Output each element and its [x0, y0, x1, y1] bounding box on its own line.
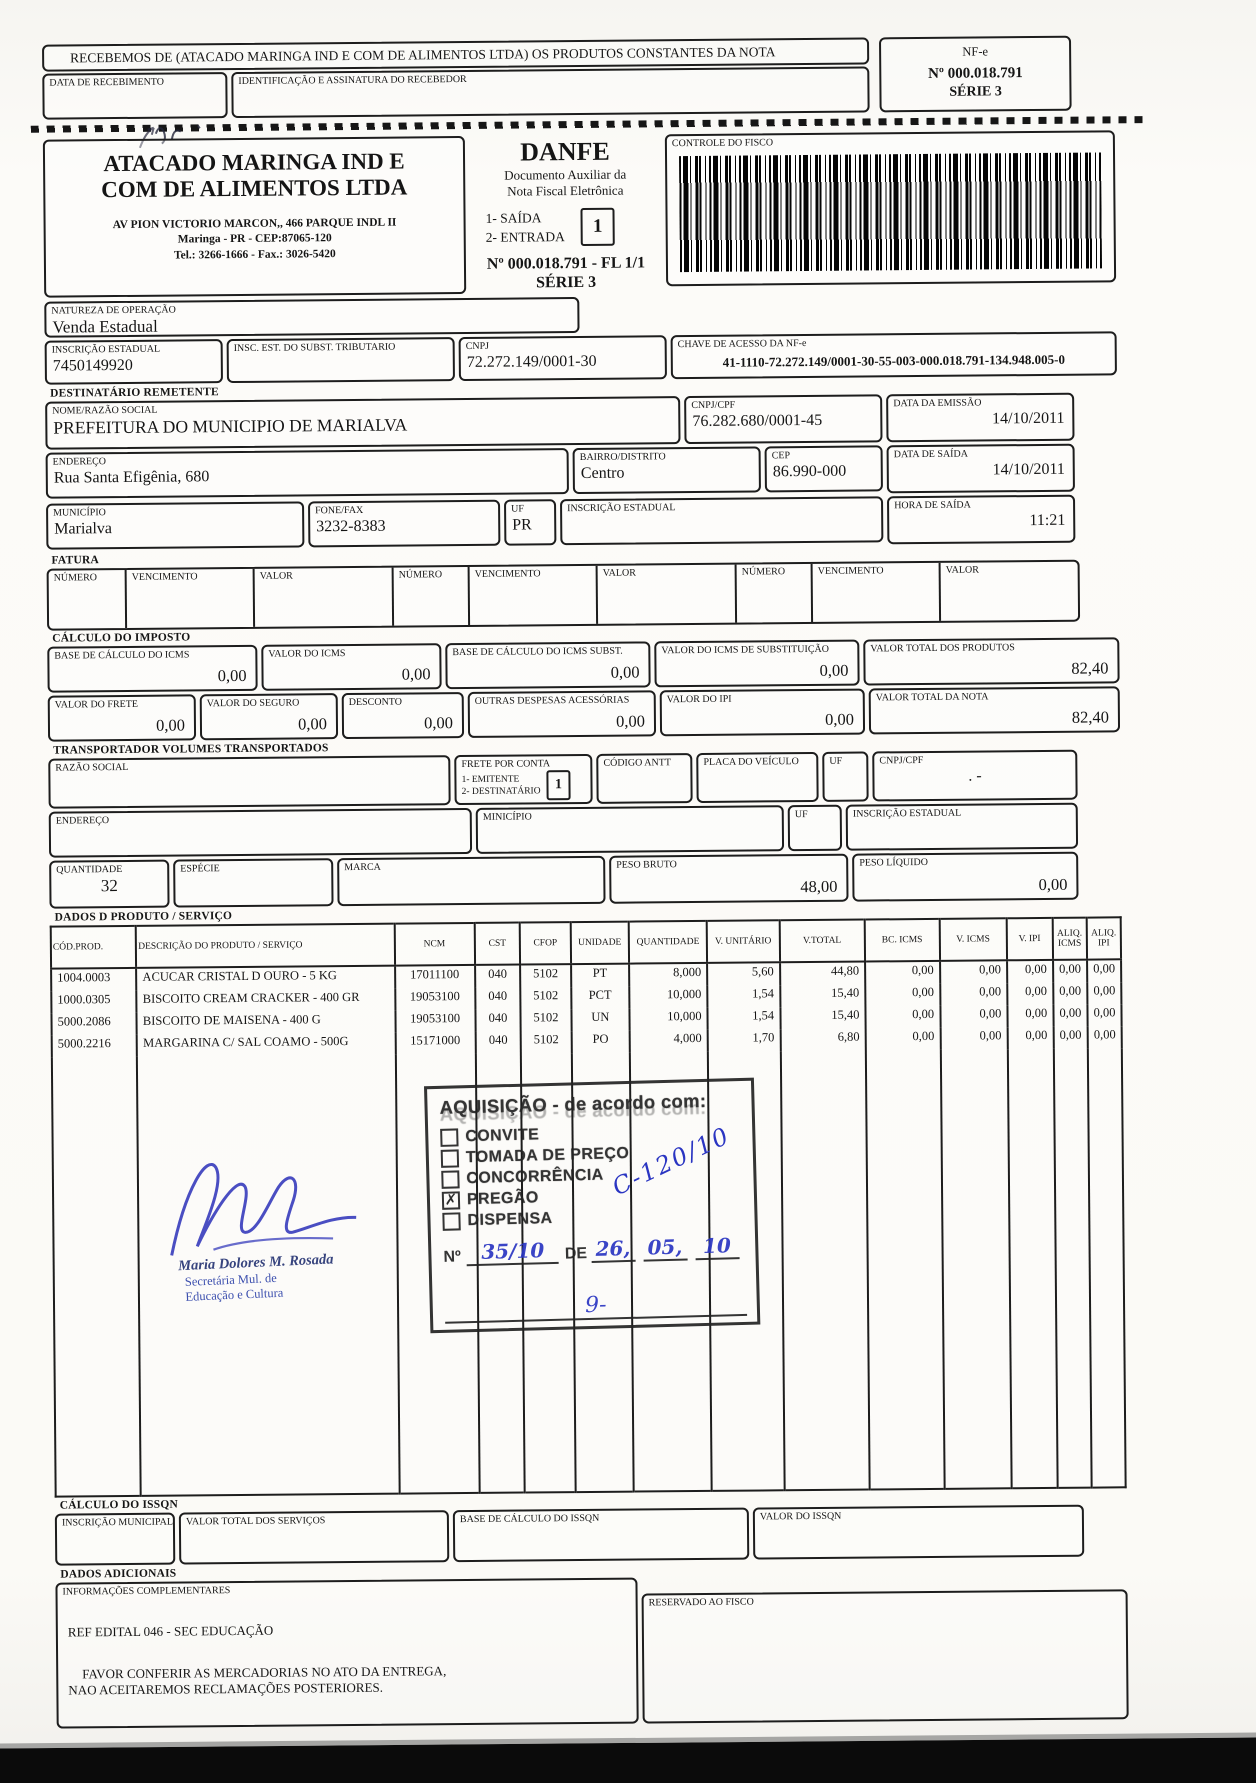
- handwritten-codigo: C-120/10: [607, 1121, 735, 1202]
- field-value: 41-1110-72.272.149/0001-30-55-003-000.018.791-134.948.005-0: [722, 351, 1066, 370]
- nfe-label: NF-e: [962, 44, 989, 59]
- secretary-role-line2: Educação e Cultura: [185, 1285, 284, 1304]
- signature-block: [149, 1137, 416, 1306]
- cell-ncm: 19053100: [395, 1010, 475, 1033]
- emitter-name: [45, 148, 463, 205]
- cell-cst: 040: [475, 1010, 521, 1032]
- cell-desc: BISCOITO CREAM CRACKER - 400 GR: [137, 989, 395, 1013]
- field-label: NATUREZA DE OPERAÇÃO: [51, 304, 176, 317]
- emitter-city: Maringa - PR - CEP:87065-120: [177, 232, 332, 246]
- fatura-numero: [392, 567, 469, 626]
- stamp-de-label: DE: [564, 1245, 588, 1263]
- option-label: DISPENSA: [467, 1209, 553, 1230]
- col-header-vtotal: V.TOTAL: [779, 920, 865, 963]
- stamp-title: AQUISIÇÃO - de acordo com:: [439, 1089, 707, 1118]
- info-ref-edital: REF EDITAL 046 - SEC EDUCAÇÃO: [67, 1622, 274, 1640]
- field-bairro: [573, 446, 761, 494]
- field-label: PLACA DO VEÍCULO: [703, 756, 799, 768]
- cell-bcicms: 0,00: [865, 1006, 940, 1029]
- field-value: 82,40: [1071, 707, 1110, 727]
- cell-vipi: 0,00: [1007, 1005, 1053, 1027]
- col-header-quantidade: QUANTIDADE: [629, 921, 707, 964]
- field-inscricao-municipal: [55, 1513, 175, 1566]
- field-label: VALOR DO SEGURO: [206, 697, 300, 710]
- cell-qtd: 4,000: [630, 1030, 708, 1053]
- cell-qtd: 8,000: [629, 963, 707, 987]
- fatura-vencimento: [125, 569, 254, 628]
- cell-cod: 1000.0305: [57, 992, 111, 1007]
- field-label: MINICÍPIO: [482, 811, 532, 823]
- cell-cst: 040: [475, 965, 521, 988]
- nfe-summary-box: [879, 36, 1072, 113]
- field-marca: [337, 856, 605, 906]
- cell-un: PO: [571, 1031, 630, 1054]
- field-value: 0,00: [401, 664, 431, 684]
- field-value: 76.282.680/0001-45: [692, 411, 823, 431]
- option-label: CONVITE: [465, 1126, 540, 1146]
- col-header-vipi: V. IPI: [1006, 918, 1052, 960]
- field-label: UF: [511, 503, 524, 515]
- col-header-cst: CST: [474, 923, 520, 965]
- field-cnpj-destinatario: [684, 394, 882, 444]
- danfe-box: [471, 134, 660, 294]
- field-valor-issqn: [753, 1505, 1085, 1560]
- section-dados-adicionais: DADOS ADICIONAIS: [60, 1567, 177, 1581]
- field-value: 11:21: [1029, 511, 1066, 530]
- frete-options: [457, 773, 541, 798]
- handwritten-dia: 26,: [591, 1236, 636, 1263]
- emitter-address: [46, 215, 464, 265]
- field-value: 14/10/2011: [992, 460, 1065, 479]
- field-value: Venda Estadual: [52, 316, 158, 337]
- field-label: CNPJ/CPF: [879, 755, 924, 767]
- danfe-title: DANFE: [520, 136, 610, 167]
- cell-vunit: 5,60: [707, 962, 780, 986]
- field-label: CNPJ: [465, 340, 490, 352]
- barcode: [679, 152, 1102, 272]
- field-transp-ie: [846, 803, 1078, 851]
- field-label: VALOR DO ICMS: [268, 648, 346, 660]
- cell-aliq-icms: 0,00: [1053, 1027, 1087, 1049]
- section-destinatario: DESTINATÁRIO REMETENTE: [50, 386, 219, 400]
- field-hora-saida: [887, 495, 1075, 545]
- danfe-tipo-options: [485, 208, 564, 248]
- cell-cod: 5000.2216: [57, 1036, 111, 1051]
- field-label: BASE DE CÁLCULO DO ICMS SUBST.: [452, 645, 623, 659]
- stamp-number-line: [443, 1233, 746, 1267]
- cell-cod: 5000.2086: [57, 1014, 111, 1029]
- info-aviso-linha2: NAO ACEITAREMOS RECLAMAÇÕES POSTERIORES.: [68, 1679, 384, 1698]
- field-value: 0,00: [610, 662, 640, 682]
- secretary-name: Maria Dolores M. Rosada: [177, 1251, 334, 1275]
- field-label: HORA DE SAÍDA: [894, 499, 971, 512]
- field-value: 0,00: [297, 714, 328, 734]
- field-label: VALOR TOTAL DOS SERVIÇOS: [185, 1515, 326, 1528]
- field-placa-veiculo: [696, 752, 818, 803]
- frete-opt-destinatario: 2- DESTINATÁRIO: [461, 786, 541, 798]
- field-especie: [173, 858, 333, 907]
- field-label: VALOR DO IPI: [666, 693, 732, 706]
- handwritten-rubrica: 9-: [584, 1292, 607, 1319]
- field-label: VALOR: [945, 564, 979, 576]
- cell-vicms: 0,00: [940, 960, 1007, 984]
- cell-vipi: 0,00: [1007, 983, 1053, 1005]
- cell-aliq-ipi: 0,00: [1087, 1004, 1121, 1026]
- option-label: CONCORRÊNCIA: [466, 1166, 604, 1188]
- checkbox-tomada-preco: [441, 1149, 459, 1167]
- danfe-saida-option: 1- SAÍDA: [485, 209, 542, 226]
- field-frete-por-conta: [454, 754, 592, 805]
- cell-desc: BISCOITO DE MAISENA - 400 G: [137, 1011, 395, 1035]
- cell-cfop: 5102: [521, 1009, 571, 1031]
- field-outras-despesas: [468, 690, 656, 738]
- field-label: OUTRAS DESPESAS ACESSÓRIAS: [474, 694, 630, 707]
- fatura-valor: [939, 562, 1079, 621]
- cell-cfop: 5102: [521, 987, 571, 1009]
- cell-un: PCT: [571, 987, 630, 1010]
- cell-cst: 040: [475, 1032, 521, 1054]
- field-label: UF: [829, 755, 843, 767]
- fatura-valor: [596, 565, 736, 624]
- cell-vicms: 0,00: [940, 1027, 1007, 1050]
- danfe-subtitle-line1: Documento Auxiliar da: [504, 166, 627, 183]
- field-bc-icms-subst: [445, 641, 650, 689]
- field-valor-seguro: [200, 693, 338, 740]
- field-natureza-operacao: [44, 297, 579, 338]
- handwritten-ano: 10: [695, 1233, 740, 1260]
- col-header-descricao: DESCRIÇÃO DO PRODUTO / SERVIÇO: [136, 924, 395, 968]
- cell-un: PT: [571, 964, 630, 988]
- checkbox-dispensa: [442, 1212, 460, 1230]
- section-issqn: CÁLCULO DO ISSQN: [59, 1498, 179, 1512]
- field-label: INFORMAÇÕES COMPLEMENTARES: [62, 1585, 231, 1598]
- col-header-vicms: V. ICMS: [939, 918, 1007, 961]
- field-value: 48,00: [800, 876, 838, 896]
- field-chave-acesso: [671, 331, 1117, 379]
- field-label: BAIRRO/DISTRITO: [579, 451, 666, 464]
- emitter-street: AV PION VICTORIO MARCON,, 466 PARQUE INDL II: [112, 216, 397, 231]
- field-municipio: [46, 501, 304, 549]
- cell-vicms: 0,00: [940, 1005, 1007, 1028]
- cell-vtotal: 6,80: [780, 1029, 866, 1052]
- field-transp-razao-social: [48, 755, 451, 809]
- field-value: 0,00: [423, 712, 454, 733]
- info-aviso-linha1: FAVOR CONFERIR AS MERCADORIAS NO ATO DA ENTREGA,: [82, 1663, 447, 1682]
- field-valor-total-produtos: [863, 637, 1119, 685]
- section-produtos: DADOS D PRODUTO / SERVIÇO: [54, 910, 233, 924]
- danfe-subtitle: [471, 166, 659, 200]
- cell-vunit: 1,54: [707, 1007, 780, 1030]
- field-label: VENCIMENTO: [131, 571, 198, 583]
- field-label: DATA DA EMISSÃO: [893, 397, 982, 410]
- danfe-tipo-value-box: 1: [581, 208, 615, 246]
- handwritten-numero: 35/10: [466, 1238, 559, 1266]
- field-value: 82,40: [1071, 658, 1109, 678]
- emitter-name-line1: ATACADO MARINGA IND E: [103, 148, 405, 177]
- field-valor-ipi: [660, 689, 865, 737]
- cell-ncm: 19053100: [395, 988, 475, 1011]
- field-desconto: [342, 692, 464, 739]
- field-label: ENDEREÇO: [55, 815, 110, 827]
- field-label: CONTROLE DO FISCO: [671, 137, 774, 150]
- field-value: Rua Santa Efigênia, 680: [53, 468, 210, 487]
- field-transp-uf2: [788, 805, 842, 851]
- danfe-serie: SÉRIE 3: [536, 273, 597, 291]
- cell-aliq-ipi: 0,00: [1087, 959, 1121, 982]
- field-transp-endereco: [49, 808, 472, 858]
- fatura-valor: [253, 568, 393, 627]
- field-label: VALOR DO ICMS DE SUBSTITUIÇÃO: [661, 643, 829, 657]
- fatura-vencimento: [468, 566, 597, 625]
- field-value: 7450149920: [52, 356, 133, 375]
- cell-bcicms: 0,00: [865, 984, 940, 1007]
- field-value: 0,00: [615, 711, 646, 731]
- cell-desc: MARGARINA C/ SAL COAMO - 500G: [137, 1033, 395, 1057]
- field-label: DATA DE SAÍDA: [893, 448, 968, 461]
- signature-icon: [149, 1138, 384, 1268]
- field-label: RESERVADO AO FISCO: [648, 1596, 754, 1609]
- field-label: MUNICÍPIO: [53, 507, 106, 519]
- field-fone-fax: [308, 500, 500, 548]
- field-label: VENCIMENTO: [474, 568, 541, 580]
- cell-cfop: 5102: [521, 1031, 571, 1053]
- field-valor-total-nota: [869, 686, 1120, 734]
- field-uf: [504, 499, 556, 545]
- field-valor-icms-subst: [654, 640, 859, 688]
- field-label: MARCA: [344, 861, 381, 874]
- cell-vtotal: 44,80: [780, 962, 866, 986]
- field-label: INSCRIÇÃO ESTADUAL: [852, 807, 962, 820]
- stamp-option-dispensa: [442, 1205, 744, 1231]
- field-label: CNPJ/CPF: [691, 399, 736, 412]
- cell-bcicms: 0,00: [865, 961, 940, 985]
- field-value: PR: [512, 516, 532, 534]
- field-label: BASE DE CÁLCULO DO ISSQN: [459, 1512, 600, 1526]
- cell-qtd: 10,000: [630, 1008, 708, 1031]
- field-label: INSCRIÇÃO ESTADUAL: [51, 343, 161, 356]
- col-header-unidade: UNIDADE: [570, 922, 629, 965]
- cell-aliq-icms: 0,00: [1053, 983, 1087, 1005]
- field-label: PESO LÍQUIDO: [859, 856, 928, 869]
- frete-value-box: 1: [546, 770, 570, 800]
- field-label: NOME/RAZÃO SOCIAL: [52, 404, 158, 417]
- field-data-saida: [887, 444, 1075, 494]
- field-label: VALOR: [259, 570, 293, 582]
- receipt-statement: RECEBEMOS DE (ATACADO MARINGA IND E COM DE ALIMENTOS LTDA) OS PRODUTOS CONSTANTES DA NOTA: [42, 37, 869, 71]
- field-label: VALOR TOTAL DA NOTA: [875, 691, 989, 704]
- field-label: INSCRIÇÃO MUNICIPAL: [61, 1516, 173, 1529]
- danfe-sheet: [42, 35, 1129, 1731]
- cell-vipi: 0,00: [1007, 1027, 1053, 1049]
- cell-desc: ACUCAR CRISTAL D OURO - 5 KG: [136, 966, 394, 991]
- field-label: QUANTIDADE: [56, 864, 123, 876]
- cell-vicms: 0,00: [940, 983, 1007, 1006]
- field-reservado-fisco: [642, 1589, 1129, 1723]
- field-value: Marialva: [54, 520, 113, 538]
- fatura-vencimento: [811, 563, 940, 622]
- field-label: RAZÃO SOCIAL: [55, 761, 129, 774]
- field-value: 0,00: [1038, 874, 1068, 894]
- field-bc-issqn: [453, 1508, 749, 1563]
- field-transp-uf: [822, 751, 868, 801]
- field-label: INSCRIÇÃO ESTADUAL: [567, 502, 676, 515]
- field-cep: [765, 445, 883, 492]
- section-fatura: FATURA: [51, 554, 99, 567]
- col-header-vunitario: V. UNITÁRIO: [707, 920, 780, 963]
- field-transp-cnpj: [872, 750, 1077, 802]
- cell-vtotal: 15,40: [780, 985, 866, 1008]
- destinatario-block: [45, 392, 1118, 551]
- field-peso-liquido: [852, 852, 1078, 902]
- col-header-aliq-icms: ALIQ. ICMS: [1052, 918, 1086, 960]
- col-header-bcicms: BC. ICMS: [865, 919, 940, 962]
- field-label: VENCIMENTO: [817, 565, 884, 577]
- field-value: 14/10/2011: [992, 409, 1065, 428]
- field-quantidade-volumes: [49, 860, 169, 909]
- col-header-cfop: CFOP: [520, 922, 570, 964]
- field-valor-frete: [48, 694, 196, 741]
- field-label: ENDEREÇO: [52, 456, 107, 468]
- danfe-entrada-option: 2- ENTRADA: [485, 229, 565, 245]
- field-bc-icms: [47, 645, 257, 693]
- nfe-serie: SÉRIE 3: [949, 84, 1002, 100]
- cell-bcicms: 0,00: [866, 1028, 941, 1051]
- cell-qtd: 10,000: [629, 986, 707, 1009]
- field-data-emissao: [886, 393, 1074, 443]
- cell-aliq-icms: 0,00: [1053, 960, 1087, 983]
- field-label: FRETE POR CONTA: [461, 758, 551, 771]
- field-label: FONE/FAX: [315, 504, 364, 517]
- field-value: Centro: [580, 464, 625, 482]
- secretary-role-line1: Secretária Mul. de: [184, 1270, 278, 1289]
- section-calculo-imposto: CÁLCULO DO IMPOSTO: [52, 631, 191, 645]
- field-label: CEP: [771, 450, 791, 462]
- nfe-number: Nº 000.018.791: [928, 65, 1023, 82]
- field-transp-municipio: [476, 805, 784, 854]
- field-value: 0,00: [156, 715, 186, 735]
- checkbox-pregao-checked: ✗: [442, 1191, 460, 1209]
- field-value: 0,00: [217, 665, 247, 686]
- field-label: CÓDIGO ANTT: [603, 757, 671, 769]
- field-label: PESO BRUTO: [616, 859, 677, 871]
- field-endereco: [46, 448, 569, 499]
- fatura-numero: [49, 570, 126, 629]
- field-valor-total-servicos: [179, 1510, 449, 1564]
- cell-vtotal: 15,40: [780, 1007, 866, 1030]
- field-label: DATA DE RECEBIMENTO: [49, 76, 164, 89]
- checkbox-concorrencia: [441, 1170, 459, 1188]
- cell-cod: 1004.0003: [57, 970, 111, 985]
- cell-vunit: 1,70: [708, 1029, 781, 1052]
- col-header-aliq-ipi: ALIQ. IPI: [1086, 917, 1121, 959]
- cell-cfop: 5102: [520, 964, 570, 987]
- field-value: 86.990-000: [772, 462, 847, 481]
- field-insc-subst-tributario: [227, 337, 455, 383]
- scan-edge-artifact: [0, 1737, 1256, 1783]
- controle-fisco-box: [665, 130, 1116, 286]
- field-label: VALOR TOTAL DOS PRODUTOS: [870, 642, 1015, 655]
- header: [43, 130, 1116, 297]
- field-value: 32: [100, 876, 118, 896]
- field-cnpj-emitente: [459, 335, 667, 381]
- danfe-number: Nº 000.018.791 - FL 1/1: [486, 254, 646, 273]
- cell-aliq-icms: 0,00: [1053, 1005, 1087, 1027]
- field-label: NÚMERO: [53, 572, 98, 584]
- checkbox-convite: [440, 1128, 458, 1146]
- col-header-cod: CÓD.PROD.: [51, 926, 137, 969]
- field-ie-destinatario: [560, 496, 883, 545]
- field-inscricao-estadual: [45, 339, 223, 385]
- field-peso-bruto: [609, 854, 849, 904]
- field-label: UF: [794, 809, 808, 821]
- field-label: IDENTIFICAÇÃO E ASSINATURA DO RECEBEDOR: [238, 73, 467, 87]
- field-label: BASE DE CÁLCULO DO ICMS: [54, 649, 190, 662]
- field-valor-icms: [261, 643, 441, 691]
- handwritten-mes: 05,: [643, 1234, 688, 1261]
- option-label: TOMADA DE PREÇO: [465, 1144, 630, 1167]
- frete-opt-emitente: 1- EMITENTE: [461, 774, 520, 785]
- stamp-no-label: Nº: [443, 1248, 462, 1266]
- field-label: DESCONTO: [348, 696, 402, 709]
- field-value: PREFEITURA DO MUNICIPIO DE MARIALVA: [53, 414, 408, 438]
- cell-un: UN: [571, 1009, 630, 1032]
- section-transportador: TRANSPORTADOR VOLUMES TRANSPORTADOS: [53, 742, 329, 757]
- cell-aliq-ipi: 0,00: [1087, 1026, 1121, 1048]
- cell-vipi: 0,00: [1007, 960, 1053, 983]
- danfe-tipo: [485, 207, 659, 248]
- field-razao-social: [45, 396, 681, 450]
- col-header-ncm: NCM: [394, 923, 474, 966]
- fatura-numero: [735, 564, 812, 623]
- cell-aliq-ipi: 0,00: [1087, 982, 1121, 1004]
- danfe-subtitle-line2: Nota Fiscal Eletrônica: [507, 182, 624, 199]
- field-label: NÚMERO: [741, 566, 786, 578]
- field-label: VALOR DO FRETE: [54, 698, 138, 711]
- field-label: ESPÉCIE: [180, 863, 220, 875]
- field-label: INSC. EST. DO SUBST. TRIBUTARIO: [233, 341, 396, 355]
- field-value: 0,00: [819, 660, 849, 680]
- emitter-phone: Tel.: 3266-1666 - Fax.: 3026-5420: [173, 248, 336, 262]
- field-codigo-antt: [596, 753, 692, 804]
- field-assinatura-recebedor: [231, 66, 869, 118]
- field-value: 72.272.149/0001-30: [466, 352, 597, 371]
- stamp-bottom-line: [445, 1289, 748, 1324]
- field-informacoes-complementares: [55, 1578, 638, 1729]
- cell-ncm: 15171000: [395, 1032, 475, 1055]
- option-label: PREGÃO: [466, 1189, 539, 1209]
- field-value: 0,00: [824, 709, 855, 729]
- cell-ncm: 17011100: [395, 965, 475, 989]
- aquisicao-stamp: [424, 1078, 760, 1334]
- field-value: . -: [968, 767, 982, 785]
- cell-vunit: 1,54: [707, 985, 780, 1008]
- field-label: CHAVE DE ACESSO DA NF-e: [677, 338, 807, 351]
- cell-cst: 040: [475, 988, 521, 1010]
- field-value: 3232-8383: [316, 517, 386, 536]
- fatura-grid: [47, 560, 1081, 631]
- field-label: VALOR DO ISSQN: [759, 1510, 842, 1523]
- emitter-name-line2: COM DE ALIMENTOS LTDA: [101, 174, 408, 203]
- field-label: NÚMERO: [398, 569, 443, 581]
- field-label: VALOR: [602, 567, 636, 579]
- emitter-box: [43, 136, 466, 298]
